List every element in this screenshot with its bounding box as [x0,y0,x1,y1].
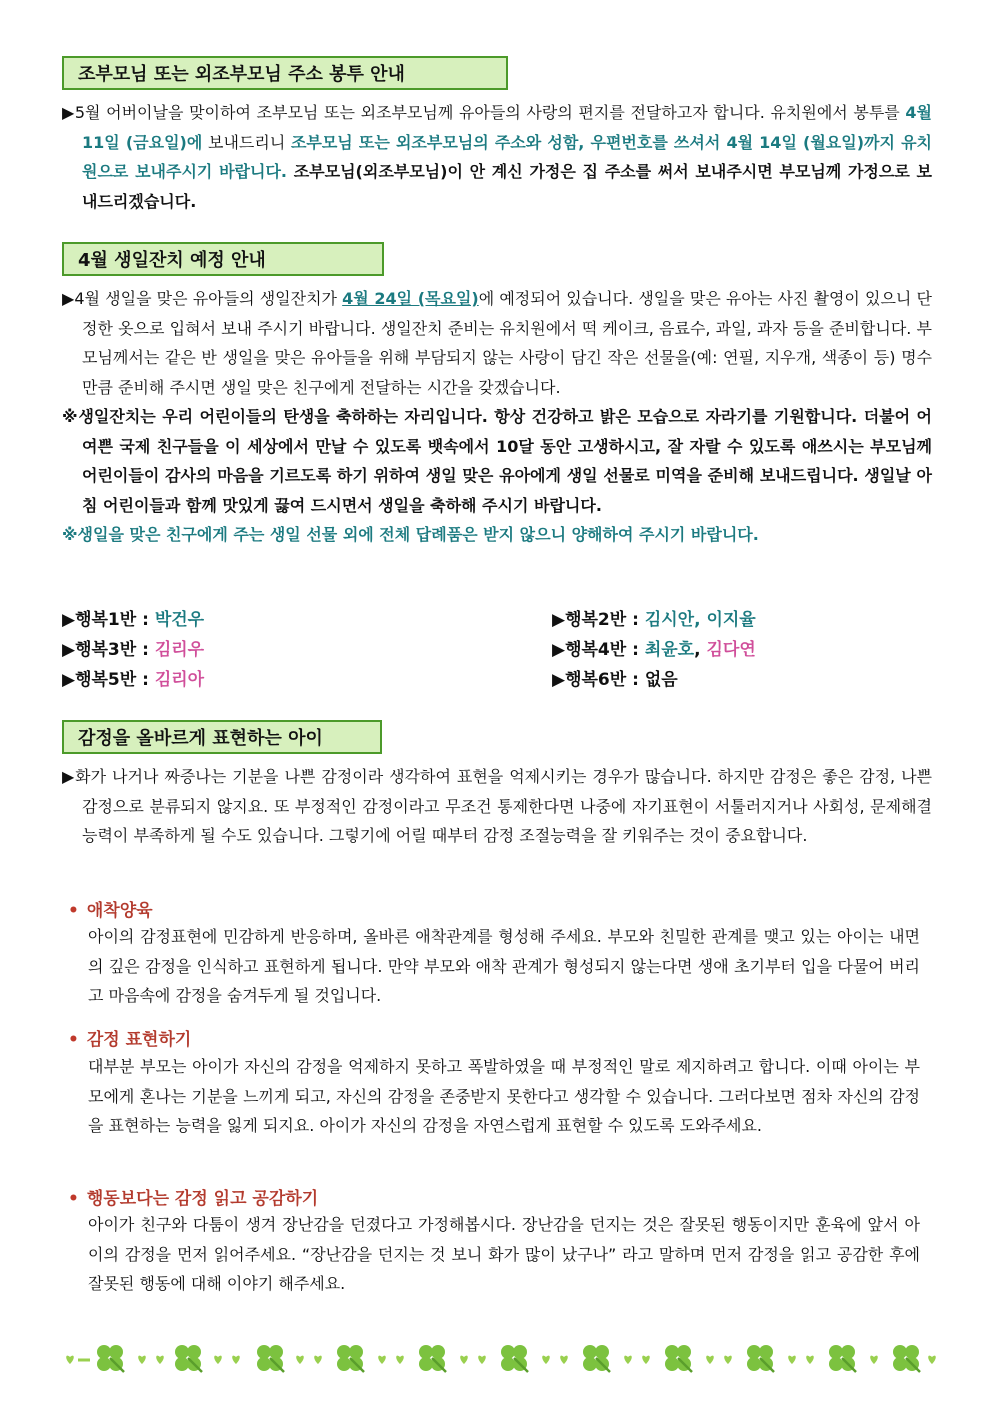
emotion-intro-text: ▶화가 나거나 짜증나는 기분을 나쁜 감정이라 생각하여 표현을 억제시키는 경우가 많습니다. 하지만 감정은 좋은 감정, 나쁜 감정으로 분류되지 않지요. 또 부정적인 감정이라고 무조건 통제한다면 나중에 자기표현이 서툴러지거나 사회성, 문제해결능력이 부족하게 될 수도 있습니다. 그렇기에 어릴 때부터 감정 조절능력을 잘 키워주는 것이 중요합니다. [62,767,932,845]
subsection-title-text: 감정 표현하기 [86,1030,192,1050]
class-row-2 [552,605,756,635]
subsection-title-express-emotion [68,1025,191,1050]
class-row-3 [62,635,204,665]
bullet-icon: • [68,901,79,921]
subsection-body-empathy: 아이가 친구와 다툼이 생겨 장난감을 던졌다고 가정해봅시다. 장난감을 던지는 것은 잘못된 행동이지만 훈육에 앞서 아이의 감정을 먼저 읽어주세요. “장난감을 던지는 것 보니 화가 많이 났구나” 라고 말하며 먼저 감정을 읽고 공감한 후에 잘못된 행동에 대해 이야기 해주세요. [88,1215,920,1293]
bullet-icon: • [68,1189,79,1209]
class-row-1 [62,605,204,635]
class-member: 김시안, 이지율 [644,610,756,630]
section-title-birthday-party: 4월 생일잔치 예정 안내 [62,242,384,276]
address-text-mid: 보내드리니 [202,132,291,152]
address-send-date: 4월 11일 (금요일)에 [82,103,932,152]
clover-border-decoration [60,1340,940,1380]
address-return-deadline: 조부모님 또는 외조부모님의 주소와 성함, 우편번호를 쓰셔서 4월 14일 (월요일)까지 유치원으로 보내주시기 바랍니다. [82,132,933,181]
section-birthday-paragraph [62,284,932,550]
class-label: ▶행복5반 : [62,670,155,690]
clover-row [66,1345,936,1372]
section-title-emotion-expression: 감정을 올바르게 표현하는 아이 [62,720,382,754]
birthday-text-body: 에 예정되어 있습니다. 생일을 맞은 유아는 사진 촬영이 있으니 단정한 옷으로 입혀서 보내 주시기 바랍니다. 생일잔치 준비는 유치원에서 떡 케이크, 음료수, 과일, 과자 등을 준비합니다. 부모님께서는 같은 반 생일을 맞은 유아들을 위해 부담되지 않는 사랑이 담긴 작은 선물을(예: 연필, 지우개, 색종이 등) 명수만큼 준비해 주시면 생일 맞은 친구에게 전달하는 시간을 갖겠습니다. [82,289,932,397]
bullet-icon: • [68,1030,79,1050]
class-row-6 [552,665,678,695]
class-member: 김다연 [706,640,756,660]
section-emotion-paragraph [62,762,932,851]
section-address-paragraph [62,98,932,216]
subsection-title-attachment [68,896,153,921]
subsection-body-express-emotion: 대부분 부모는 아이가 자신의 감정을 억제하지 못하고 폭발하였을 때 부정적인 말로 제지하려고 합니다. 이때 아이는 부모에게 혼나는 기분을 느끼게 되고, 자신의 감정을 존중받지 못한다고 생각할 수 있습니다. 그러다보면 점차 자신의 감정을 표현하는 능력을 잃게 되지요. 아이가 자신의 감정을 자연스럽게 표현할 수 있도록 도와주세요. [88,1057,920,1135]
class-member-separator: , [694,640,707,660]
class-row-4 [552,635,756,665]
class-member: 박건우 [154,610,205,630]
class-label: ▶행복4반 : [552,640,645,660]
class-label: ▶행복2반 : [552,610,645,630]
subsection-title-text: 행동보다는 감정 읽고 공감하기 [86,1189,319,1209]
subsection-title-empathy [68,1184,318,1209]
class-member: 없음 [644,670,678,690]
class-label: ▶행복6반 : [552,670,645,690]
class-member: 김리아 [154,670,205,690]
birthday-date: 4월 24일 (목요일) [342,289,479,308]
section-title-address-envelope: 조부모님 또는 외조부모님 주소 봉투 안내 [62,56,508,90]
birthday-note-seaweed: ※생일잔치는 우리 어린이들의 탄생을 축하하는 자리입니다. 항상 건강하고 밝은 모습으로 자라기를 기원합니다. 더불어 어여쁜 국제 친구들을 이 세상에서 만날 수 있도록 뱃속에서 10달 동안 고생하시고, 잘 자랄 수 있도록 애쓰시는 부모님께 어린이들이 감사의 마음을 기르도록 하기 위하여 생일 맞은 유아에게 생일 선물로 미역을 준비해 보내드립니다. 생일날 아침 어린이들과 함께 맛있게 끓여 드시면서 생일을 축하해 주시기 바랍니다. [62,407,932,515]
class-member: 김리우 [154,640,205,660]
birthday-note-no-return-gift: ※생일을 맞은 친구에게 주는 생일 선물 외에 전체 답례품은 받지 않으니 양해하여 주시기 바랍니다. [62,525,759,544]
class-row-5 [62,665,204,695]
address-text-intro: ▶5월 어버이날을 맞이하여 조부모님 또는 외조부모님께 유아들의 사랑의 편지를 전달하고자 합니다. 유치원에서 봉투를 [62,103,906,122]
subsection-body-attachment: 아이의 감정표현에 민감하게 반응하며, 올바른 애착관계를 형성해 주세요. 부모와 친밀한 관계를 맺고 있는 아이는 내면의 깊은 감정을 인식하고 표현하게 됩니다. 만약 부모와 애착 관계가 형성되지 않는다면 생애 초기부터 입을 다물어 버리고 마음속에 감정을 숨겨두게 될 것입니다. [88,927,920,1005]
birthday-text-intro: ▶4월 생일을 맞은 유아들의 생일잔치가 [62,289,343,308]
class-label: ▶행복1반 : [62,610,155,630]
class-member: 최윤호 [644,640,695,660]
class-label: ▶행복3반 : [62,640,155,660]
subsection-title-text: 애착양육 [86,901,153,921]
address-text-note: 조부모님(외조부모님)이 안 계신 가정은 집 주소를 써서 보내주시면 부모님께 가정으로 보내드리겠습니다. [82,162,932,211]
